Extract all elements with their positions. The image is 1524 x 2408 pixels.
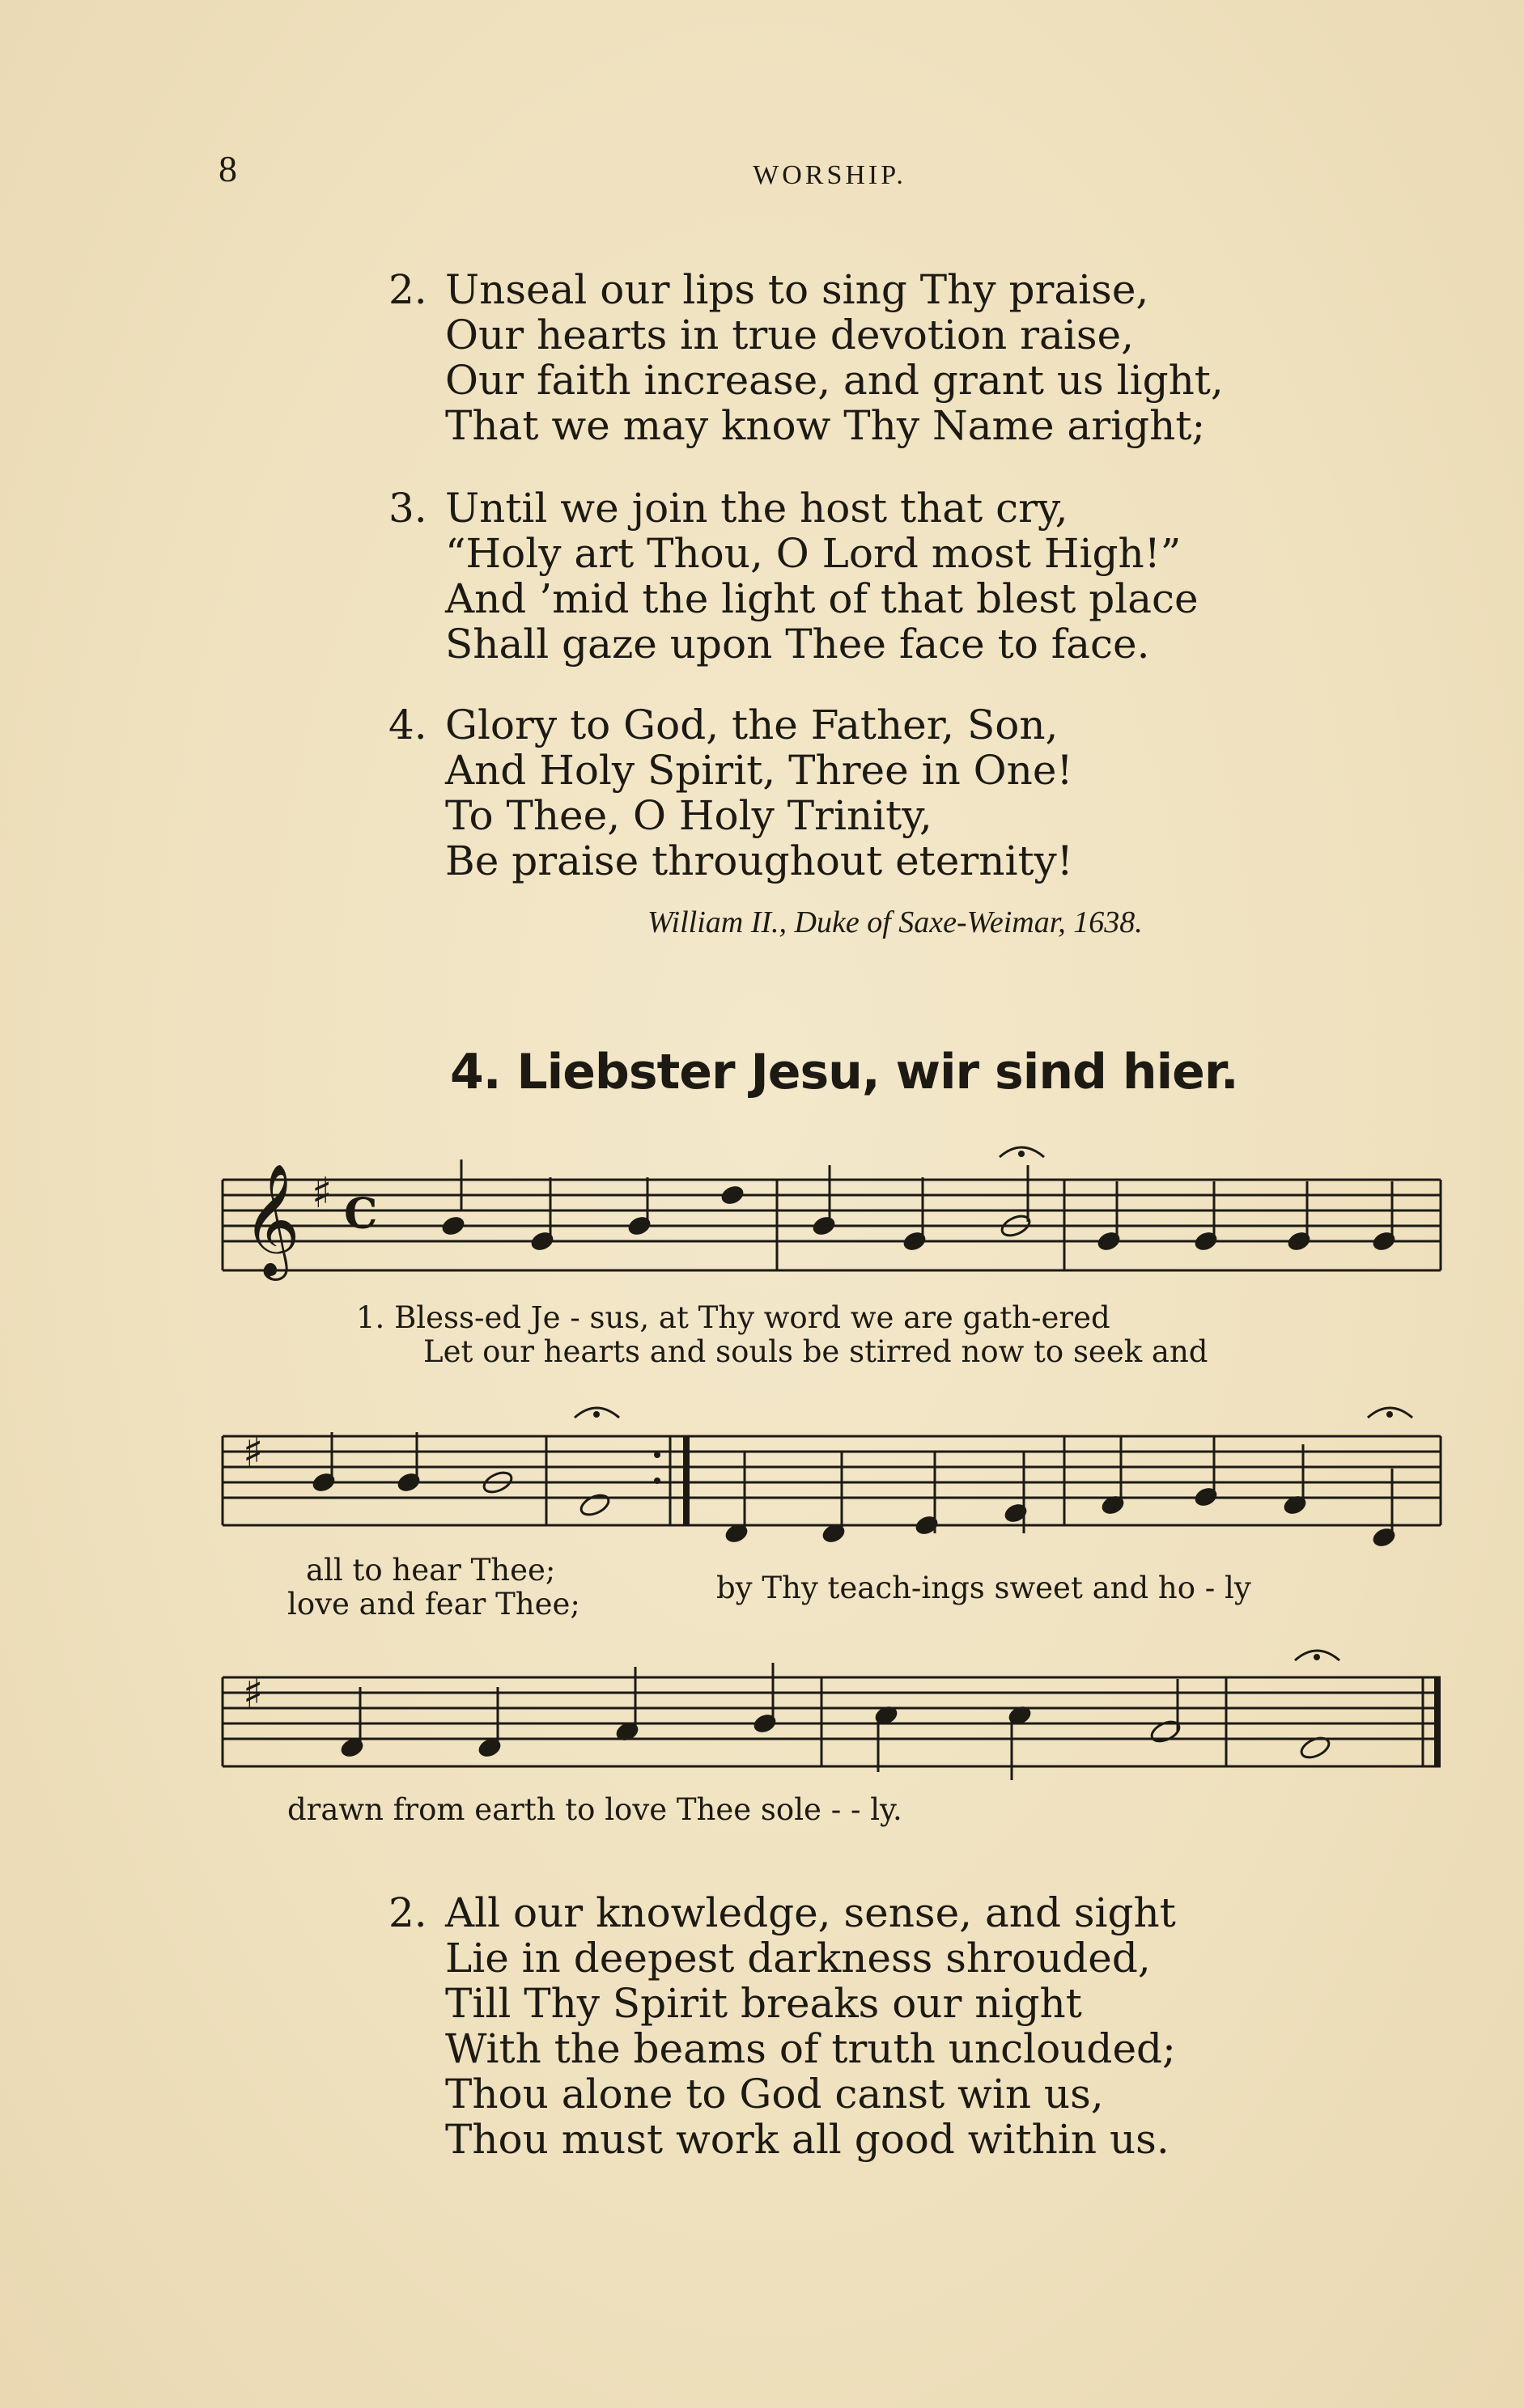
- notes-system-3: [338, 1703, 1034, 1760]
- verse-line: Till Thy Spirit breaks our night: [445, 1980, 1082, 2027]
- verse-line: Until we join the host that cry,: [445, 485, 1068, 532]
- key-signature-2: ♯: [243, 1428, 264, 1477]
- verse-number: 3.: [388, 485, 427, 532]
- lyric-line: 1. Bless-ed Je - sus, at Thy word we are gath-ered: [356, 1300, 1110, 1335]
- lyric-line: all to hear Thee;: [306, 1553, 556, 1588]
- key-signature-3: ♯: [243, 1669, 264, 1718]
- page-number: 8: [219, 148, 237, 189]
- verse-line: All our knowledge, sense, and sight: [445, 1889, 1176, 1936]
- verse-line: Shall gaze upon Thee face to face.: [445, 621, 1150, 668]
- verse-line: “Holy art Thou, O Lord most High!”: [445, 530, 1182, 577]
- verse-number: 2.: [388, 1889, 427, 1936]
- svg-text:𝄞: 𝄞: [243, 1164, 300, 1276]
- lyric-line: drawn from earth to love Thee sole - - ly.: [287, 1792, 902, 1827]
- staff-system-3: [223, 1663, 1441, 1780]
- verse-line: Thou alone to God canst win us,: [445, 2071, 1104, 2118]
- verse-line: And Holy Spirit, Three in One!: [445, 747, 1073, 794]
- notes-system-1: [439, 1183, 1398, 1253]
- svg-text:♯: ♯: [312, 1169, 333, 1218]
- verse-line: Thou must work all good within us.: [445, 2116, 1170, 2163]
- verse-line: To Thee, O Holy Trinity,: [445, 792, 932, 839]
- verse-line: Be praise throughout eternity!: [445, 837, 1073, 884]
- verse-line: Glory to God, the Father, Son,: [445, 702, 1059, 748]
- hymn-attribution: William II., Duke of Saxe-Weimar, 1638.: [647, 905, 1143, 939]
- verse-number: 2.: [388, 266, 427, 313]
- verse-line: And ’mid the light of that blest place: [445, 575, 1199, 622]
- staff-system-1: [223, 1159, 1441, 1270]
- verse-line: That we may know Thy Name aright;: [445, 402, 1206, 449]
- hymn-title: 4. Liebster Jesu, wir sind hier.: [450, 1044, 1238, 1100]
- verse-line: Our faith increase, and grant us light,: [445, 357, 1224, 404]
- svg-text:C: C: [344, 1189, 378, 1239]
- verse-line: With the beams of truth unclouded;: [445, 2025, 1176, 2072]
- verse-number: 4.: [388, 702, 427, 748]
- lyric-line: Let our hearts and souls be stirred now to seek and: [423, 1334, 1208, 1369]
- clef-1: [243, 1164, 377, 1281]
- verse-line: Lie in deepest darkness shrouded,: [445, 1935, 1151, 1982]
- lyric-line: love and fear Thee;: [287, 1587, 580, 1622]
- running-head: WORSHIP.: [753, 160, 906, 190]
- verse-line: Unseal our lips to sing Thy praise,: [445, 266, 1149, 313]
- lyric-line: by Thy teach-ings sweet and ho - ly: [716, 1571, 1251, 1605]
- verse-line: Our hearts in true devotion raise,: [445, 312, 1134, 358]
